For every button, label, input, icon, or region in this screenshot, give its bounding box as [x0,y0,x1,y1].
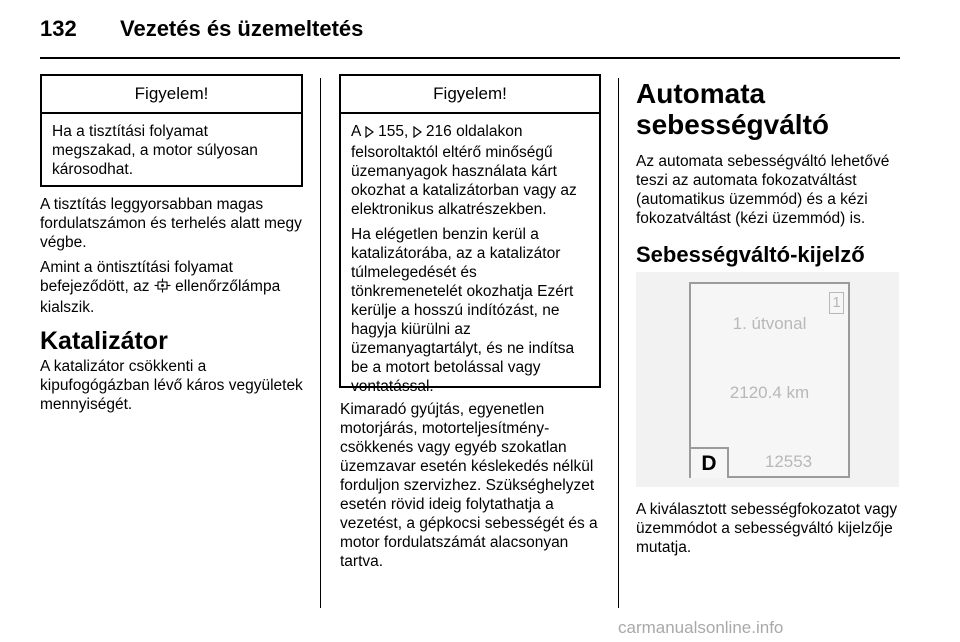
odometer-value: 12553 [764,452,813,471]
page-number: 132 [40,16,77,41]
paragraph-cleaning-finished: Amint a öntisztítási folyamat befejeződött, az ellenőrzőlámpa kialszik. [40,259,281,316]
column-divider-2 [618,78,619,608]
warning-unburnt-fuel: Ha elégetlen benzin kerül a katalizátorába, az a katalizátor túlmelegedését és tönkremenetelét okozhatja Ezért kerülje a hosszú indítózást, ne hagyja kiürülni az üzemanyagtartályt, és ne indítsa be a motort betolással vagy vontatással. [351,226,575,395]
gear-indicator: D [691,447,729,478]
watermark: carmanualsonline.info [618,618,784,637]
header-rule [40,57,900,59]
warning-box-1 [40,74,303,187]
column-2-text [340,400,608,577]
page-reference-icon [413,124,422,143]
warning-fuel-quality: A 155, 216 oldalakon felsoroltaktól eltérő minőségű üzemanyagok használata kárt okozhat a katalizátorban vagy az elektronikus alkatrészekben. [351,123,577,218]
warning-text: Ha a tisztítási folyamat megszakad, a motor súlyosan károsodhat. [52,123,258,178]
section-heading-automatic-transmission: Automata sebességváltó [636,78,829,140]
warning-box-2 [339,74,601,395]
page-reference-icon [365,124,374,143]
warning-heading: Figyelem! [341,76,599,114]
trip-distance: 2120.4 km [729,383,810,402]
paragraph-catalyst: A katalizátor csökkenti a kipufogógázban lévő káros vegyületek mennyiségét. [40,358,303,413]
paragraph-cleaning-speed: A tisztítás leggyorsabban magas fordulatszámon és terhelés alatt megy végbe. [40,196,302,251]
section-heading-transmission-display: Sebességváltó-kijelző [636,242,865,267]
paragraph-automatic-transmission: Az automata sebességváltó lehetővé teszi az automata fokozatváltást (automatikus üzemmód) és a kézi fokozatváltást (kézi üzemmód) is. [636,153,890,227]
paragraph-misfire: Kimaradó gyújtás, egyenetlen motorjárás, motorteljesítmény-csökkenés vagy egyéb szokatlan üzemzavar esetén késlekedés nélkül forduljon szervizhez. Szükséghelyzet esetén rövid ideig folytathatja a vezetést, a gépkocsi sebességét és a motor fordulatszámát alacsonyan tartva. [340,401,598,570]
display-caption [636,500,902,563]
column-1-text [40,195,310,420]
trip-label: 1. útvonal [732,314,807,333]
column-3-text [636,78,902,280]
page-title: Vezetés és üzemeltetés [120,16,364,41]
page-header [40,14,900,54]
paragraph-display-caption: A kiválasztott sebességfokozatot vagy üzemmódot a sebességváltó kijelzője mutatja. [636,501,898,556]
transmission-display [689,282,850,478]
section-heading-catalyst: Katalizátor [40,327,168,355]
column-divider-1 [320,78,321,608]
trip-indicator-icon: 1 [829,292,844,314]
warning-light-icon [154,278,171,298]
warning-heading: Figyelem! [42,76,301,114]
